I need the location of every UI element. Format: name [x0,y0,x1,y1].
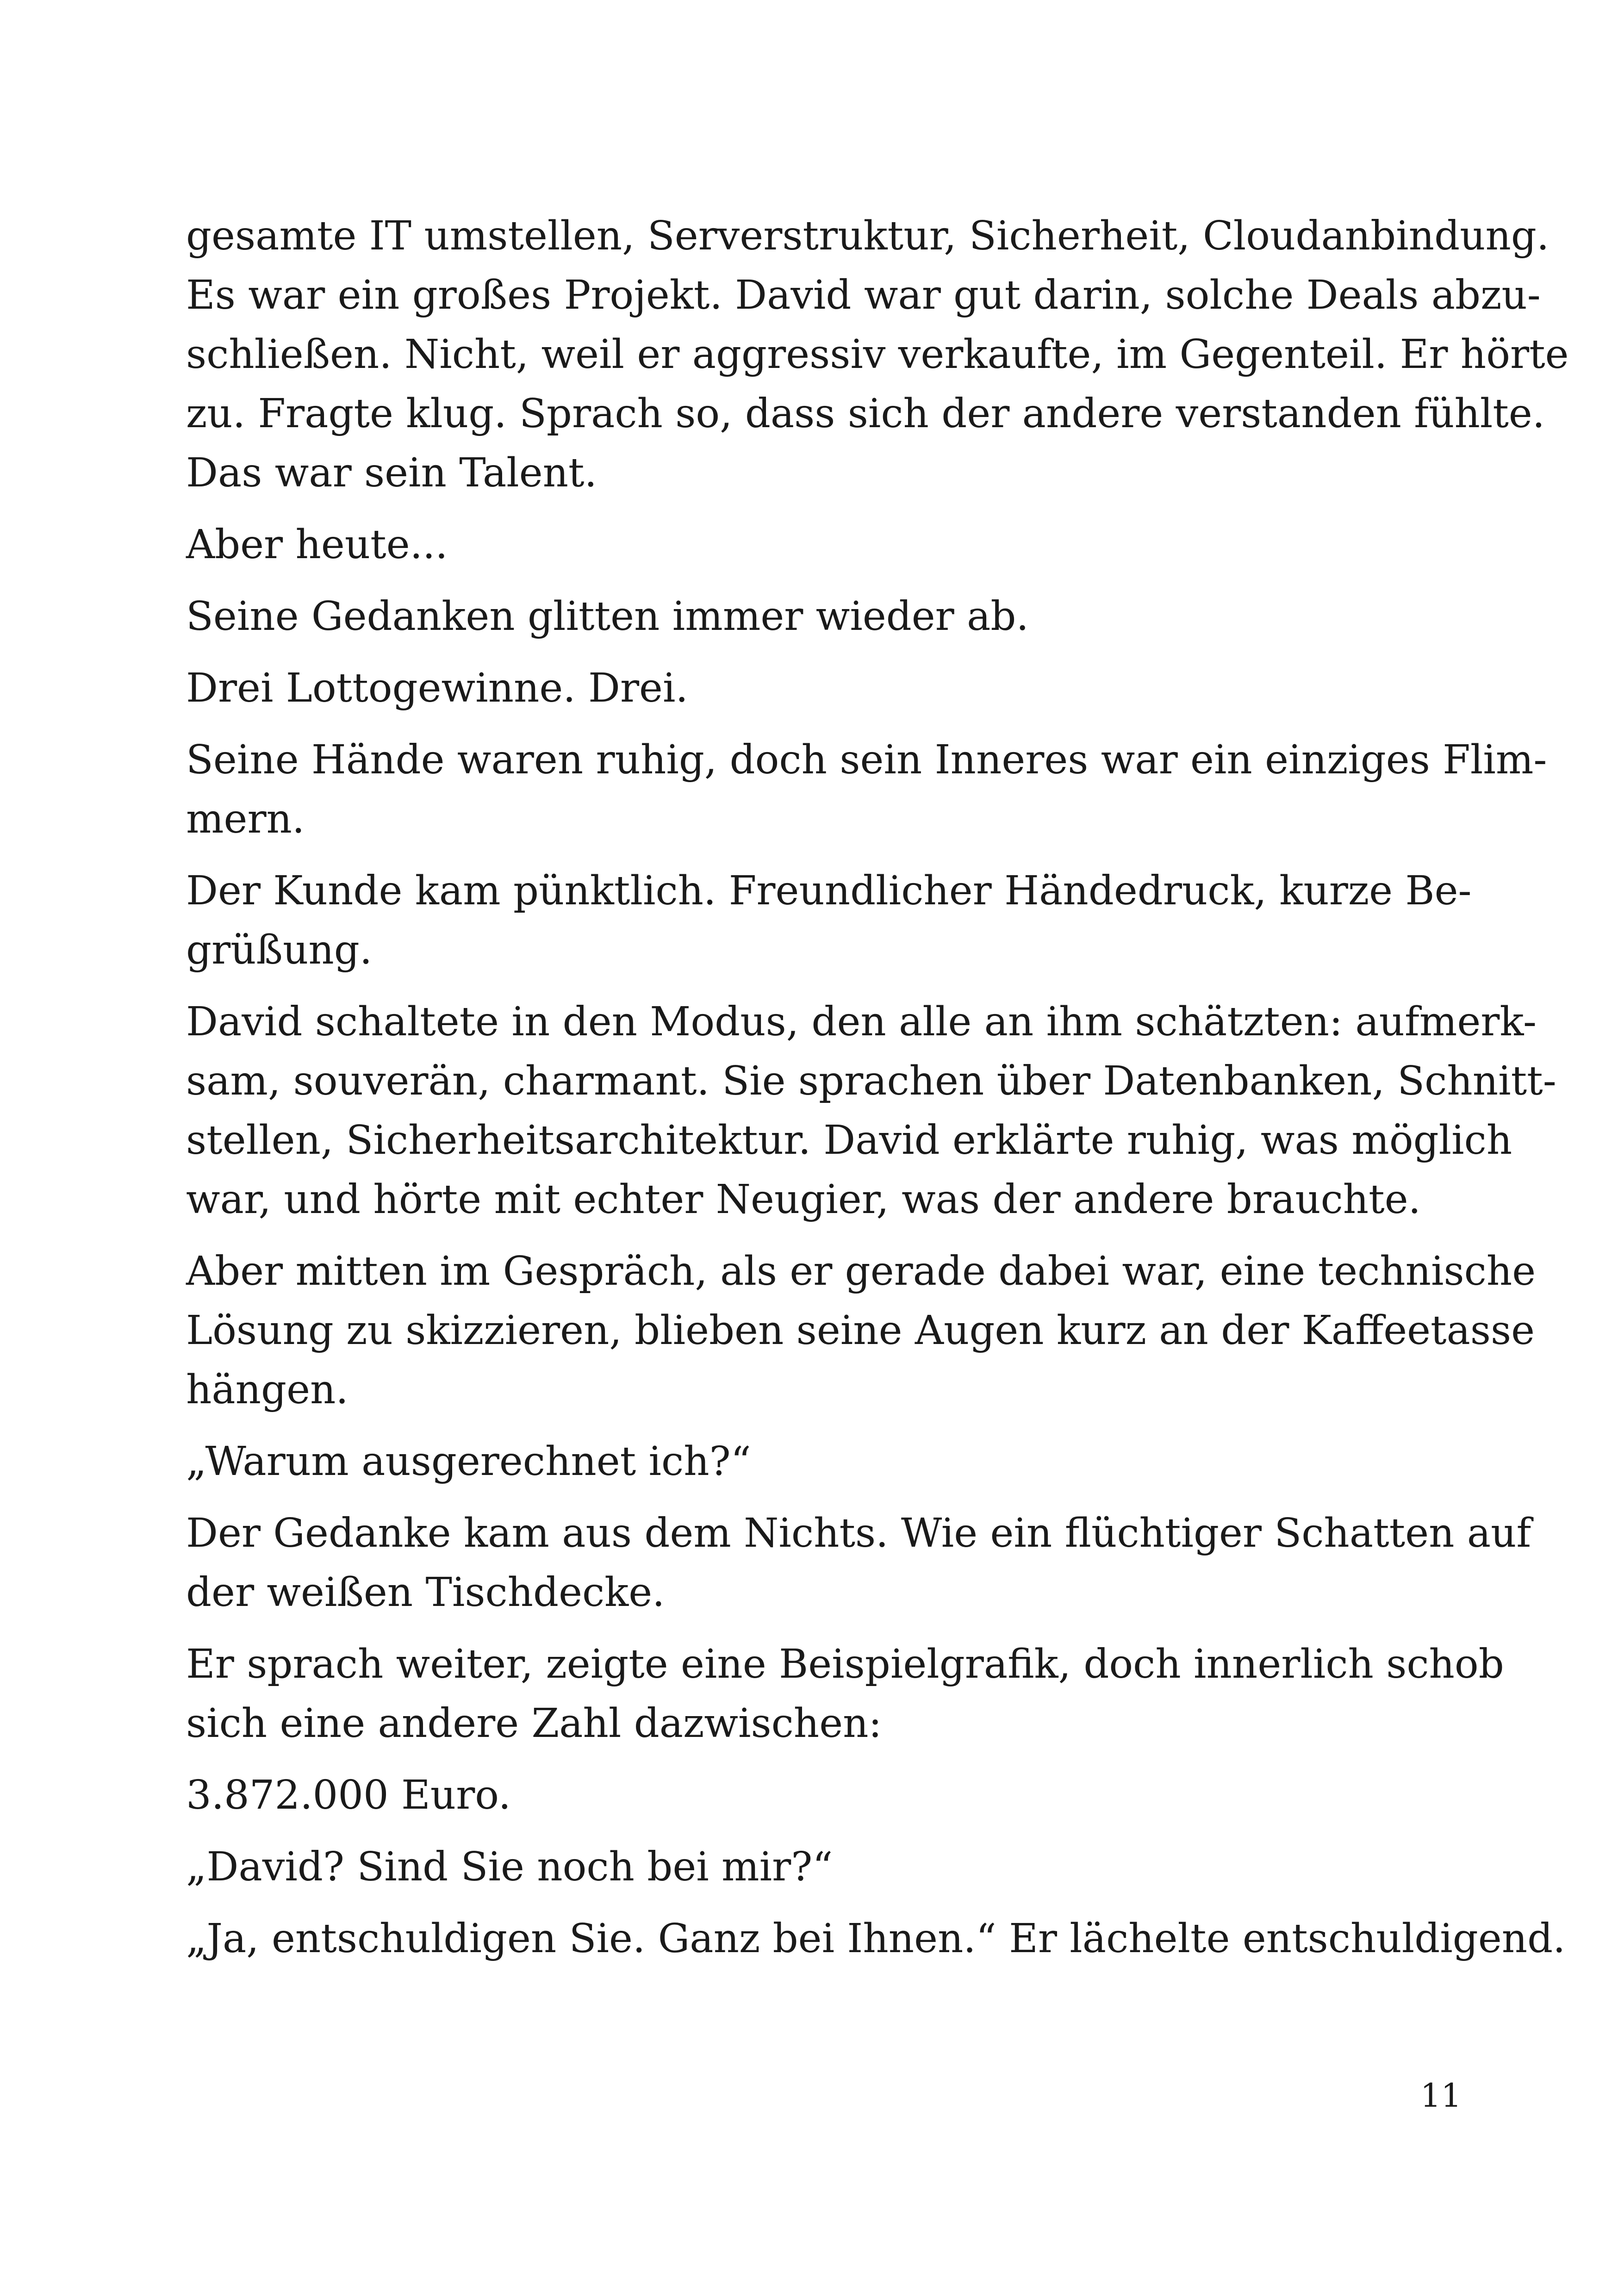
text-line: Seine Gedanken glitten immer wieder ab. [186,593,1029,640]
text-line: Drei Lottogewinne. Drei. [186,665,688,711]
text-line: gesamte IT umstellen, Serverstruktur, Sicherheit, Cloudanbindung. [186,213,1550,259]
text-line: war, und hörte mit echter Neugier, was der andere brauchte. [186,1176,1421,1223]
text-line: hängen. [186,1367,348,1413]
text-line: der weißen Tischdecke. [186,1569,665,1616]
text-line: „Warum ausgerechnet ich?“ [186,1438,751,1485]
text-line: Aber heute... [186,522,448,568]
text-line: Der Gedanke kam aus dem Nichts. Wie ein flüchtiger Schatten auf [186,1510,1531,1556]
text-line: Er sprach weiter, zeigte eine Beispielgrafik, doch innerlich schob [186,1641,1504,1687]
text-line: grüßung. [186,927,373,973]
text-line: Der Kunde kam pünktlich. Freundlicher Händedruck, kurze Be- [186,868,1472,914]
text-line: stellen, Sicherheitsarchitektur. David erklärte ruhig, was möglich [186,1117,1512,1164]
text-line: „Ja, entschuldigen Sie. Ganz bei Ihnen.“ Er lächelte entschuldigend. [186,1916,1566,1962]
text-line: zu. Fragte klug. Sprach so, dass sich der andere verstanden fühlte. [186,391,1545,437]
text-line: David schaltete in den Modus, den alle an ihm schätzten: aufmerk- [186,999,1537,1045]
text-line: sich eine andere Zahl dazwischen: [186,1700,882,1747]
text-line: schließen. Nicht, weil er aggressiv verkaufte, im Gegenteil. Er hörte [186,331,1569,378]
page-number: 11 [1420,2077,1462,2115]
text-line: sam, souverän, charmant. Sie sprachen über Datenbanken, Schnitt- [186,1058,1556,1104]
text-line: Das war sein Talent. [186,450,597,496]
text-line: mern. [186,796,305,842]
text-line: Aber mitten im Gespräch, als er gerade dabei war, eine technische [186,1248,1536,1294]
text-line: Seine Hände waren ruhig, doch sein Inneres war ein einziges Flim- [186,737,1547,783]
text-line: Es war ein großes Projekt. David war gut darin, solche Deals abzu- [186,272,1541,318]
text-line: Lösung zu skizzieren, blieben seine Augen kurz an der Kaffeetasse [186,1307,1535,1354]
text-line: „David? Sind Sie noch bei mir?“ [186,1844,833,1890]
body-text [186,0,1569,2296]
text-line: 3.872.000 Euro. [186,1772,511,1818]
